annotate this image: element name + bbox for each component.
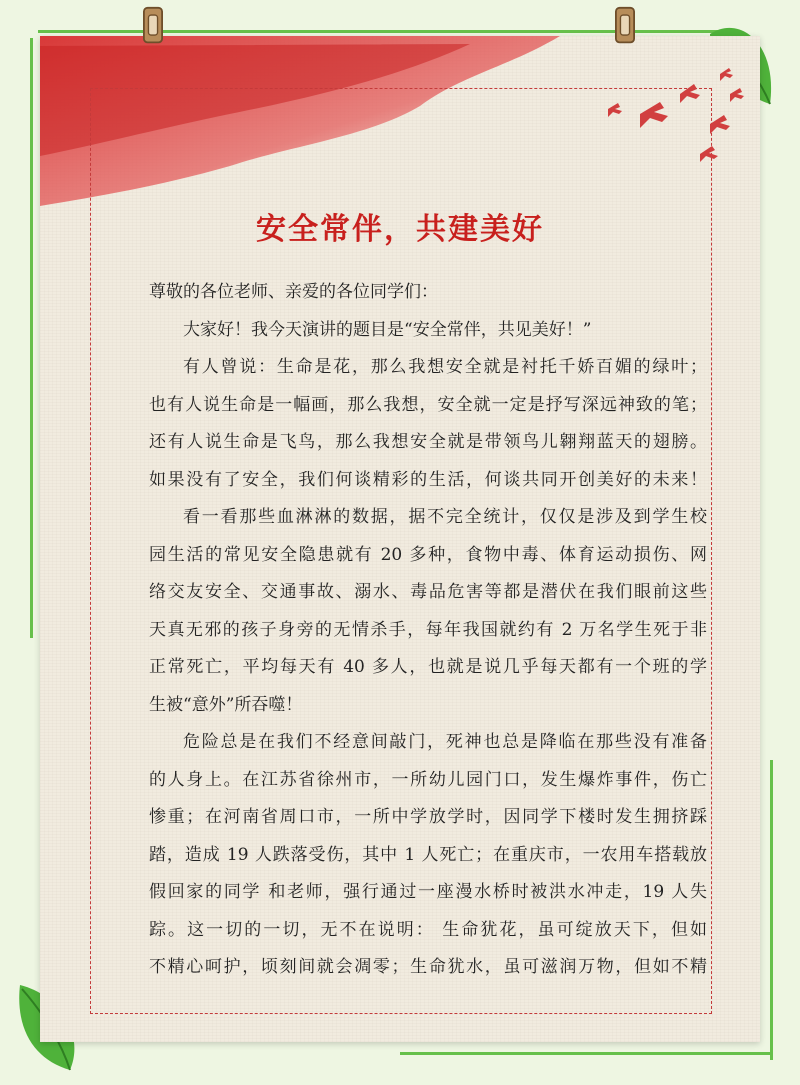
text-line: 看一看那些血淋淋的数据，据不完全统计，仅仅是涉及到学生校: [183, 507, 707, 527]
text-line: 踏，造成 19 人跌落受伤，其中 1 人死亡；在重庆市，一农用车搭载放: [149, 844, 707, 865]
text-line: 正常死亡，平均每天有 40 多人，也就是说几乎每天都有一个班的学: [149, 657, 707, 677]
paper-sheet: [40, 36, 760, 1042]
text-line: 的人身上。在江苏省徐州市，一所幼儿园门口，发生爆炸事件，伤亡: [149, 769, 707, 790]
text-line: 生被“意外”所吞噬！: [149, 694, 303, 715]
text-line: 有人曾说：生命是花，那么我想安全就是衬托千娇百媚的绿叶；: [183, 357, 707, 377]
page-title: 安全常伴，共建美好: [256, 212, 544, 247]
text-line: 踪。这一切的一切，无不在说明： 生命犹花，虽可绽放天下，但如: [149, 919, 707, 940]
text-line: 惨重；在河南省周口市，一所中学放学时，因同学下楼时发生拥挤踩: [149, 807, 707, 827]
text-line: 还有人说生命是飞鸟，那么我想安全就是带领鸟儿翱翔蓝天的翅膀。: [149, 432, 707, 452]
bird-icon: [600, 54, 760, 164]
speech-body: [149, 274, 707, 987]
text-line: 如果没有了安全，我们何谈精彩的生活，何谈共同开创美好的未来！: [149, 469, 707, 490]
paper-clip-icon: [612, 6, 638, 46]
paper-clip-icon: [140, 6, 166, 46]
text-line: 不精心呵护，顷刻间就会凋零；生命犹水，虽可滋润万物，但如不精: [149, 957, 707, 977]
green-border-bottom: [400, 1052, 770, 1055]
text-line: 络交友安全、交通事故、溺水、毒品危害等都是潜伏在我们眼前这些: [149, 582, 707, 602]
text-line: 也有人说生命是一幅画，那么我想，安全就一定是抒写深远神致的笔；: [149, 394, 707, 415]
text-line: 假回家的同学 和老师，强行通过一座漫水桥时被洪水冲走，19 人失: [149, 882, 707, 902]
text-line: 大家好！我今天演讲的题目是“安全常伴，共见美好！”: [183, 319, 592, 340]
text-line: 天真无邪的孩子身旁的无情杀手，每年我国就约有 2 万名学生死于非: [149, 619, 707, 640]
text-line: 危险总是在我们不经意间敲门，死神也总是降临在那些没有准备: [183, 732, 707, 752]
text-line: 园生活的常见安全隐患就有 20 多种，食物中毒、体育运动损伤、网: [149, 544, 707, 565]
text-line: 尊敬的各位老师、亲爱的各位同学们：: [149, 282, 438, 302]
green-border-left: [30, 38, 33, 638]
green-border-right: [770, 760, 773, 1060]
